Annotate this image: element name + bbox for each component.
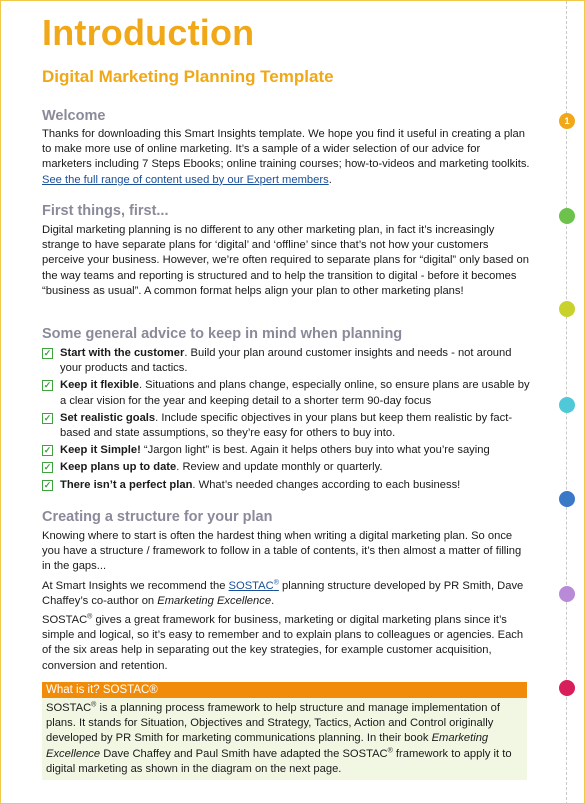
advice-item-text: . Build your plan around customer insights and needs - not around your products and tactics. <box>60 347 512 375</box>
checkbox-icon: ✓ <box>43 348 52 358</box>
what-is-it-label: What is it? SOSTAC® <box>46 684 158 696</box>
page-subtitle: Digital Marketing Planning Template <box>42 67 334 86</box>
advice-heading: Some general advice to keep in mind when planning <box>42 326 403 342</box>
advice-item-text: “Jargon light” is best. Again it helps others buy into what you’re saying <box>140 444 490 457</box>
structure-section <box>42 508 532 674</box>
advice-item-bold: There isn’t a perfect plan <box>60 478 193 491</box>
advice-item-bold: Set realistic goals <box>60 411 156 424</box>
advice-section <box>42 325 532 495</box>
advice-item-bold: Keep it flexible <box>60 379 139 392</box>
whatis-text: framework to apply it to digital marketing as shown in the diagram on the next page. <box>46 747 512 775</box>
page-title: Introduction <box>42 12 255 53</box>
timeline-dot-4[interactable] <box>559 397 575 413</box>
welcome-heading: Welcome <box>42 108 106 124</box>
what-is-it-paragraph <box>42 698 527 777</box>
structure-paragraph-2 <box>42 579 532 609</box>
registered-mark: ® <box>273 578 279 586</box>
structure-p3-text: SOSTAC <box>42 614 88 627</box>
structure-p2-text: planning structure developed by PR Smith, Dave Chaffey’s co-author on <box>42 579 524 607</box>
timeline-dot-6[interactable] <box>559 586 575 602</box>
checkbox-icon: ✓ <box>43 412 52 423</box>
advice-item-bold: Start with the customer <box>60 347 185 359</box>
first-things-heading: First things, first... <box>42 203 169 219</box>
whatis-text: is a planning process framework to help structure and manage implementation of plans. It stands for Situation, Objectives and Strategy, Tactics, Action and Control originally developed by PR Smith for marketing communications planning. In their book <box>46 702 500 745</box>
whatis-text: SOSTAC <box>46 702 92 714</box>
advice-item-text: . Review and update monthly or quarterly. <box>176 461 383 474</box>
page-content <box>42 11 532 672</box>
welcome-end: . <box>328 173 332 186</box>
whatis-text: Dave Chaffey and Paul Smith have adapted the SOSTAC <box>100 747 388 760</box>
advice-item <box>42 478 532 493</box>
timeline-dot-number: 1 <box>564 116 570 126</box>
first-things-section <box>42 202 532 299</box>
advice-item-bold: Keep plans up to date <box>60 461 177 474</box>
advice-item <box>42 346 532 376</box>
timeline-dot-7[interactable] <box>559 680 575 696</box>
registered-mark: ® <box>91 701 97 709</box>
advice-item <box>42 460 532 475</box>
checkbox-icon: ✓ <box>43 380 52 391</box>
advice-item-text: . Include specific objectives in your plans but keep them realistic by fact-based and state assumptions, so they’re easy for others to buy into. <box>60 411 513 440</box>
advice-item-bold: Keep it Simple! <box>60 444 141 457</box>
advice-item <box>42 443 532 458</box>
structure-p2-end: . <box>271 594 275 607</box>
timeline-dot-5[interactable] <box>559 491 575 507</box>
expert-content-link[interactable]: See the full range of content used by our Expert members <box>42 173 329 186</box>
what-is-it-box <box>42 698 527 780</box>
book-title: Emarketing Excellence <box>46 732 489 760</box>
welcome-section <box>42 107 532 188</box>
structure-heading: Creating a structure for your plan <box>42 509 273 525</box>
structure-paragraph-1: Knowing where to start is often the hardest thing when writing a digital marketing plan. So once you have a structure / framework to follow in a table of contents, it’s then almost a matter of filling in the gaps... <box>42 530 522 573</box>
sostac-link[interactable] <box>229 580 279 592</box>
registered-mark: ® <box>387 746 393 754</box>
advice-list <box>42 346 532 493</box>
advice-item <box>42 411 532 441</box>
checkbox-icon: ✓ <box>43 445 52 456</box>
sostac-link-text: SOSTAC <box>228 579 274 592</box>
structure-p3-text: gives a great framework for business, marketing or digital marketing plans since it’s simple and logical, so it’s easy to remember and to explain plans to colleagues or agencies. Each of the six areas help in separating out the key strategies, for example customer acquisition, conversion and retention. <box>42 614 524 672</box>
timeline-dot-1[interactable] <box>559 113 575 129</box>
structure-p2-text: At Smart Insights we recommend the <box>42 579 229 592</box>
first-things-paragraph: Digital marketing planning is no different to any other marketing plan, in fact it’s increasingly strange to have separate plans for ‘digital’ and ‘offline’ since that’s not how your customers perceive your business. However, we’re often required to separate plans for “digital” only based on the way teams and reporting is structured and to help the transition to digital - before it becomes “business as usual”. A common format helps align your plan to other marketing plans! <box>42 224 529 297</box>
welcome-paragraph <box>42 127 532 188</box>
what-is-it-bar <box>42 682 527 698</box>
timeline-dot-2[interactable] <box>559 208 575 224</box>
registered-mark: ® <box>87 613 93 621</box>
advice-item <box>42 378 532 408</box>
welcome-text: Thanks for downloading this Smart Insights template. We hope you find it useful in creating a plan to make more use of online marketing. It’s a sample of a wider selection of our advice for marketers including 7 Steps Ebooks; online training courses; how-to-videos and marketing toolkits. <box>42 128 530 171</box>
timeline-dot-3[interactable] <box>559 301 575 317</box>
structure-paragraph-3 <box>42 613 532 674</box>
advice-item-text: . What’s needed changes according to each business! <box>192 478 461 491</box>
book-title: Emarketing Excellence <box>157 594 272 607</box>
checkbox-icon: ✓ <box>43 479 52 490</box>
advice-item-text: . Situations and plans change, especially online, so ensure plans are usable by a clear vision for the year and keeping detail to a shorter term 90-day focus <box>60 379 530 407</box>
checkbox-icon: ✓ <box>43 462 52 473</box>
